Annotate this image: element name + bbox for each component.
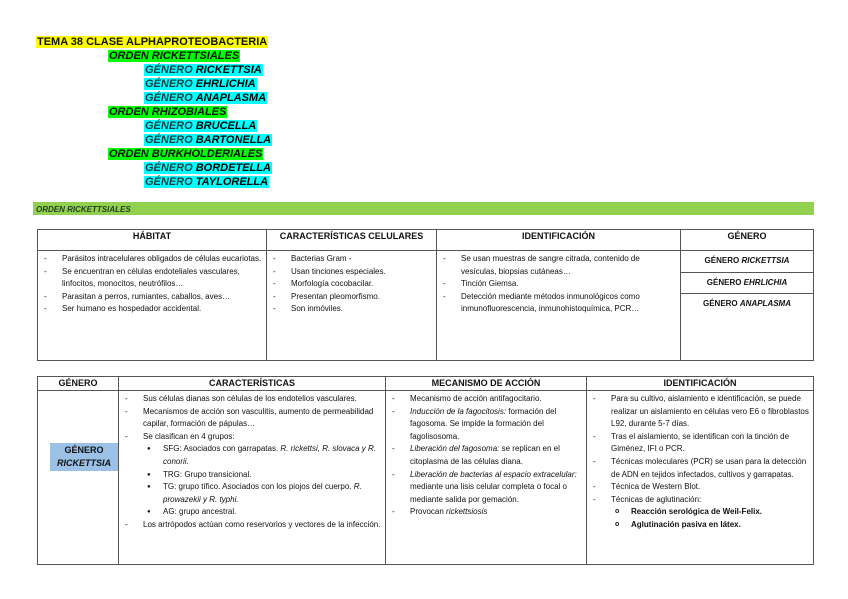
list-item: - Se encuentran en células endoteliales vasculares, linfocitos, monocitos, neutrófilos… <box>44 266 262 291</box>
mecanismo-cell <box>386 391 587 565</box>
outline-genero: GÉNERO EHRLICHIA <box>145 78 256 90</box>
genero-anaplasma: GÉNERO ANAPLASMA <box>702 299 791 309</box>
outline-orden: ORDEN BURKHOLDERIALES <box>109 148 263 160</box>
list-item: - Liberación de bacterias al espacio extracelular: mediante una lisis celular completa o focal o mediante salida por gemación. <box>392 469 582 507</box>
rickettsia-table <box>37 376 814 565</box>
genero-rickettsia-label: GÉNERO RICKETTSIA <box>50 443 118 471</box>
bullet-list <box>119 519 385 534</box>
list-item: - Presentan pleomorfismo. <box>273 291 432 304</box>
list-item: ● AG: grupo ancestral. <box>145 506 385 519</box>
bullet-list <box>135 443 385 519</box>
header-habitat: HÁBITAT <box>38 230 267 251</box>
bullet-list <box>587 391 813 506</box>
list-item: - Usan tinciones especiales. <box>273 266 432 279</box>
outline-genero: GÉNERO ANAPLASMA <box>145 92 267 104</box>
bullet-list <box>386 391 586 521</box>
list-item: - Para su cultivo, aislamiento e identificación, se puede realizar un aislamiento en células vero E6 o fibroblastos L92, durante 5-7 días. <box>593 393 809 431</box>
genero-rickettsia: GÉNERO RICKETTSIA <box>681 251 813 273</box>
outline-orden: ORDEN RICKETTSIALES <box>109 50 240 62</box>
list-item: ● TG: grupo tífico. Asociados con los piojos del cuerpo. R. prowazekii y R. typhi. <box>145 481 385 506</box>
list-item: - Son inmóviles. <box>273 303 432 316</box>
list-item: - Parasitan a perros, rumiantes, caballos, aves… <box>44 291 262 304</box>
genero-cell <box>38 391 119 565</box>
list-item: - Provocan rickettsiosis <box>392 506 582 519</box>
list-item: o Reacción serológica de Weil-Felix. <box>613 506 813 519</box>
list-item: - Se usan muestras de sangre citrada, contenido de vesículas, biopsias cutáneas… <box>443 253 676 278</box>
bullet-list <box>119 391 385 443</box>
list-item: - Los artrópodos actúan como reservorios y vectores de la infección. <box>125 519 381 532</box>
genero-cell <box>681 251 814 361</box>
bullet-list <box>603 506 813 531</box>
header-genero: GÉNERO <box>681 230 814 251</box>
identificacion-cell <box>437 251 681 361</box>
section-bar: ORDEN RICKETTSIALES <box>33 202 814 215</box>
list-item: - Se clasifican en 4 grupos: <box>125 431 381 444</box>
list-item: - Técnicas moleculares (PCR) se usan para la detección de ADN en tejidos infectados, cultivos y garrapatas. <box>593 456 809 481</box>
list-item: - Inducción de la fagocitosis: formación del fagosoma. Se impide la formación del fagolisosoma. <box>392 406 582 444</box>
list-item: - Mecanismos de acción son vasculitis, aumento de permeabilidad capilar, formación de pápulas… <box>125 406 381 431</box>
list-item: o Aglutinación pasiva en látex. <box>613 519 813 532</box>
list-item: - Técnicas de aglutinación: <box>593 494 809 507</box>
header-mecanismo: MECANISMO DE ACCIÓN <box>386 377 587 391</box>
list-item: - Técnica de Western Blot. <box>593 481 809 494</box>
list-item: - Ser humano es hospedador accidental. <box>44 303 262 316</box>
outline-genero: GÉNERO RICKETTSIA <box>145 64 262 76</box>
bullet-list <box>267 251 436 318</box>
outline-genero: GÉNERO BORDETELLA <box>145 162 271 174</box>
habitat-cell <box>38 251 267 361</box>
genero-ehrlichia: GÉNERO EHRLICHIA <box>681 273 813 295</box>
list-item: - Parásitos intracelulares obligados de células eucariotas. <box>44 253 262 266</box>
caracteristicas-cell <box>119 391 386 565</box>
list-item: - Bacterias Gram - <box>273 253 432 266</box>
list-item: - Sus células dianas son células de los endotelios vasculares. <box>125 393 381 406</box>
outline-genero: GÉNERO TAYLORELLA <box>145 176 269 188</box>
header-caracteristicas: CARACTERÍSTICAS CELULARES <box>267 230 437 251</box>
header-caracteristicas: CARACTERÍSTICAS <box>119 377 386 391</box>
bullet-list <box>38 251 266 318</box>
document-title: TEMA 38 CLASE ALPHAPROTEOBACTERIA <box>37 36 268 48</box>
list-item: - Morfología cocobacilar. <box>273 278 432 291</box>
rickettsiales-table <box>37 229 814 361</box>
list-item: - Tinción Giemsa. <box>443 278 676 291</box>
list-item: ● TRG: Grupo transicional. <box>145 469 385 482</box>
list-item: - Mecanismo de acción antifagocitario. <box>392 393 582 406</box>
list-item: - Tras el aislamiento, se identifican con la tinción de Giménez, IFI o PCR. <box>593 431 809 456</box>
outline-orden: ORDEN RHIZOBIALES <box>109 106 227 118</box>
header-identificacion: IDENTIFICACIÓN <box>587 377 814 391</box>
list-item: ● SFG: Asociados con garrapatas. R. rickettsi, R. slovaca y R. conorii. <box>145 443 385 468</box>
identificacion-cell <box>587 391 814 565</box>
header-genero: GÉNERO <box>38 377 119 391</box>
caracteristicas-cell <box>267 251 437 361</box>
outline-genero: GÉNERO BARTONELLA <box>145 134 272 146</box>
list-item: - Liberación del fagosoma: se replican en el citoplasma de las células diana. <box>392 443 582 468</box>
bullet-list <box>437 251 680 318</box>
header-identificacion: IDENTIFICACIÓN <box>437 230 681 251</box>
list-item: - Detección mediante métodos inmunológicos como inmunofluorescencia, inmunohistoquímica, PCR… <box>443 291 676 316</box>
outline-genero: GÉNERO BRUCELLA <box>145 120 257 132</box>
